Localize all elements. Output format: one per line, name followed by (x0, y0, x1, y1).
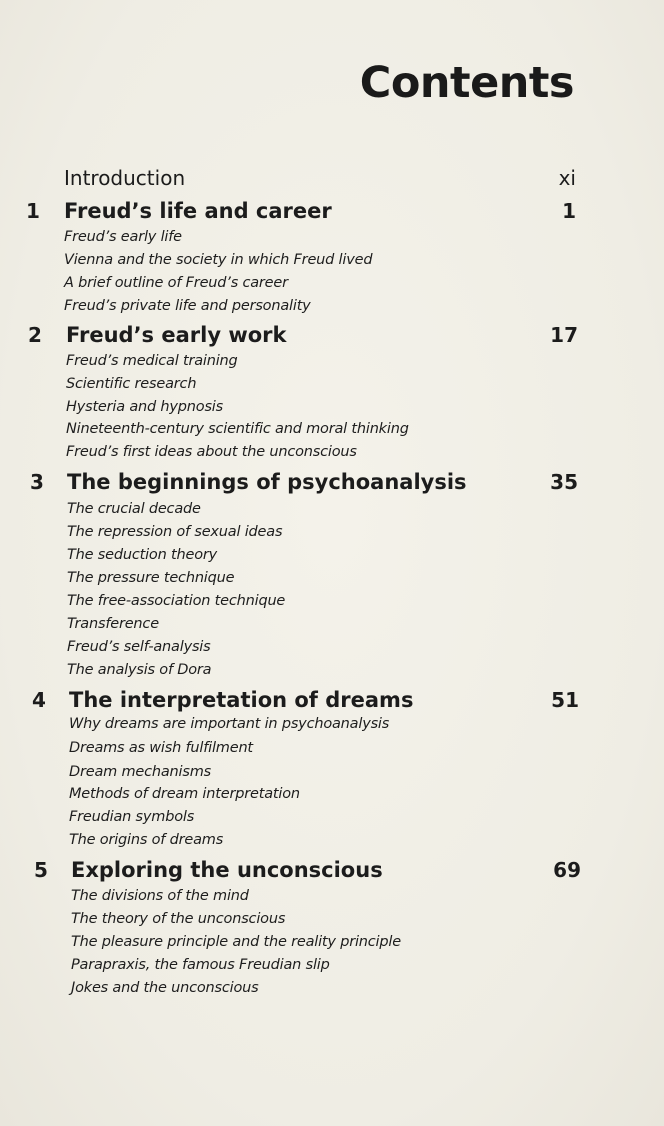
chapter-number: 4 (32, 688, 46, 712)
introduction-page: xi (558, 166, 576, 190)
section-item[interactable]: Freud’s medical training (66, 353, 238, 369)
section-item[interactable]: The analysis of Dora (67, 662, 212, 678)
toc-chapter-1[interactable] (0, 199, 664, 229)
toc-chapter-3[interactable] (0, 470, 664, 500)
section-item[interactable]: A brief outline of Freud’s career (64, 275, 288, 291)
section-item[interactable]: The free-association technique (67, 593, 286, 609)
section-item[interactable]: The origins of dreams (69, 832, 224, 848)
chapter-number: 5 (34, 858, 48, 882)
section-item[interactable]: Freudian symbols (69, 809, 195, 825)
toc-introduction[interactable] (0, 166, 664, 196)
toc-chapter-4[interactable] (0, 688, 664, 718)
section-item[interactable]: Vienna and the society in which Freud lived (64, 252, 373, 268)
page-title: Contents (359, 58, 574, 108)
section-item[interactable]: The crucial decade (67, 501, 201, 517)
section-item[interactable]: The repression of sexual ideas (67, 524, 283, 540)
section-item[interactable]: Scientific research (66, 376, 197, 392)
chapter-page: 51 (551, 688, 579, 712)
chapter-page: 35 (550, 470, 578, 494)
section-item[interactable]: Freud’s early life (64, 229, 182, 245)
toc-chapter-2[interactable] (0, 323, 664, 353)
introduction-title: Introduction (64, 166, 186, 190)
chapter-title: Freud’s life and career (64, 199, 332, 223)
chapter-page: 17 (550, 323, 578, 347)
chapter-title: The beginnings of psychoanalysis (67, 470, 467, 494)
chapter-title: Freud’s early work (66, 323, 287, 347)
section-item[interactable]: The pleasure principle and the reality principle (71, 934, 401, 950)
section-item[interactable]: Why dreams are important in psychoanalysis (69, 716, 390, 732)
section-item[interactable]: Jokes and the unconscious (71, 980, 259, 996)
section-item[interactable]: Transference (67, 616, 159, 632)
section-item[interactable]: Freud’s first ideas about the unconscious (66, 444, 357, 460)
section-item[interactable]: Dreams as wish fulfilment (69, 740, 253, 756)
chapter-page: 69 (553, 858, 581, 882)
toc-chapter-5[interactable] (0, 858, 664, 888)
section-item[interactable]: Dream mechanisms (69, 764, 212, 780)
section-item[interactable]: The pressure technique (67, 570, 235, 586)
chapter-number: 2 (28, 323, 42, 347)
section-item[interactable]: Freud’s self-analysis (67, 639, 211, 655)
chapter-number: 3 (30, 470, 44, 494)
section-item[interactable]: Parapraxis, the famous Freudian slip (71, 957, 330, 973)
section-item[interactable]: Nineteenth-century scientific and moral thinking (66, 421, 409, 437)
section-item[interactable]: Methods of dream interpretation (69, 786, 300, 802)
section-item[interactable]: Freud’s private life and personality (64, 298, 311, 314)
chapter-page: 1 (562, 199, 576, 223)
section-item[interactable]: The theory of the unconscious (71, 911, 286, 927)
section-item[interactable]: The divisions of the mind (71, 888, 249, 904)
section-item[interactable]: The seduction theory (67, 547, 218, 563)
chapter-title: Exploring the unconscious (71, 858, 383, 882)
section-item[interactable]: Hysteria and hypnosis (66, 399, 223, 415)
chapter-number: 1 (26, 199, 40, 223)
chapter-title: The interpretation of dreams (69, 688, 414, 712)
